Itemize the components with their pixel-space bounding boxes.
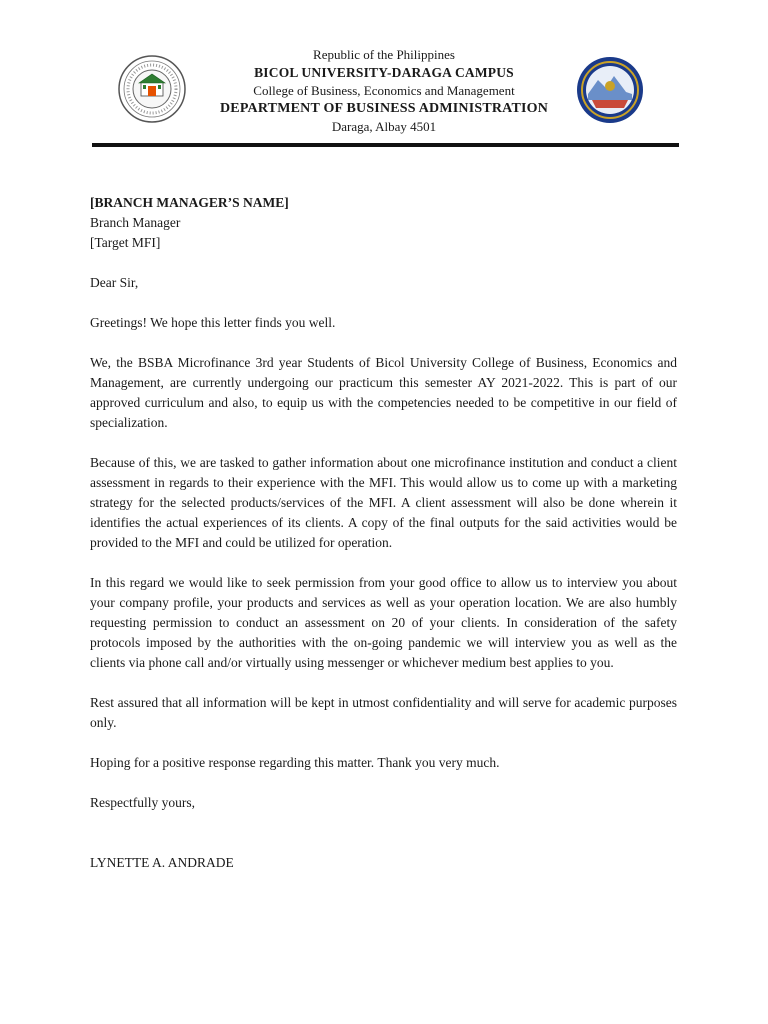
header-divider (92, 143, 679, 147)
letterhead-country: Republic of the Philippines (313, 47, 455, 62)
salutation: Dear Sir, (90, 275, 139, 290)
closing: Respectfully yours, (90, 795, 195, 810)
paragraph-2: Because of this, we are tasked to gather information about one microfinance institution and conduct a client assessment in regards to their experience with the MFI. This would allow us to come up with a marketing strategy for the selected products/services of the MFI. A client assessment will also be done wherein it identifies the actual experiences of its clients. A copy of the final outputs for the said activities would be provided to the MFI and could be utilized for operation. (90, 455, 677, 550)
letterhead-university: BICOL UNIVERSITY-DARAGA CAMPUS (254, 65, 514, 80)
letterhead-address: Daraga, Albay 4501 (331, 119, 437, 134)
recipient-name: [BRANCH MANAGER’S NAME] (90, 195, 289, 210)
paragraph-4: Rest assured that all information will be kept in utmost confidentiality and will serve for academic purposes only. (90, 695, 677, 730)
letter-body (90, 193, 677, 873)
paragraph-3: In this regard we would like to seek permission from your good office to allow us to interview you about your company profile, your products and services as well as your operation location. We are also humbly requesting permission to conduct an assessment on 20 of your clients. In consideration of the safety protocols imposed by the authorities with the on-going pandemic we will interview you as well as the clients via phone call and/or virtually using messenger or whichever medium best applies to you. (90, 575, 677, 670)
letterhead (0, 46, 768, 136)
recipient-title: Branch Manager (90, 215, 181, 230)
greeting: Greetings! We hope this letter finds you well. (90, 315, 336, 330)
letterhead-college: College of Business, Economics and Management (253, 83, 515, 98)
signatory-name: LYNETTE A. ANDRADE (90, 855, 234, 870)
letterhead-department: DEPARTMENT OF BUSINESS ADMINISTRATION (219, 101, 549, 116)
college-seal-icon (576, 56, 644, 124)
paragraph-1: We, the BSBA Microfinance 3rd year Students of Bicol University College of Business, Economics and Management, are currently undergoing our practicum this semester AY 2021-2022. This is part of our approved curriculum and also, to equip us with the competencies needed to be competitive in our field of specialization. (90, 355, 677, 430)
paragraph-5: Hoping for a positive response regarding this matter. Thank you very much. (90, 755, 500, 770)
recipient-organization: [Target MFI] (90, 235, 161, 250)
